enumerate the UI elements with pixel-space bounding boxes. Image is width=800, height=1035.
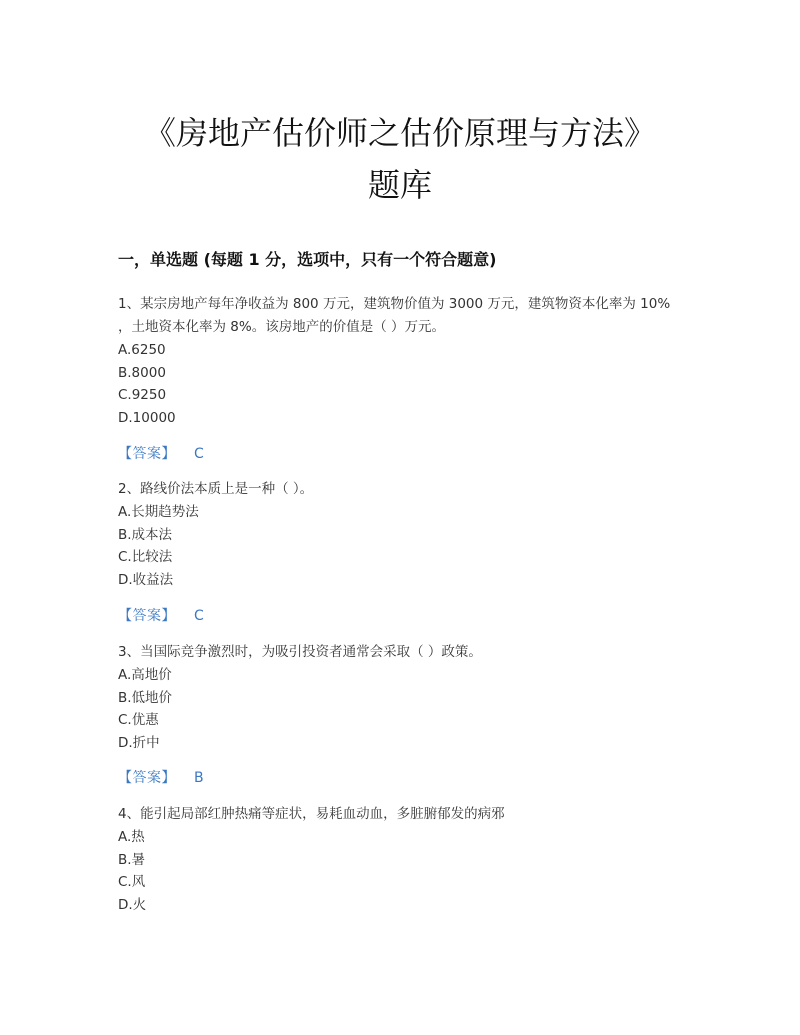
question-stem: 1、某宗房地产每年净收益为 800 万元，建筑物价值为 3000 万元，建筑物资本化率为 10% [118, 296, 671, 312]
answer-label: 【答案】 [118, 608, 176, 624]
option-b: B.成本法 [118, 526, 173, 543]
option-d: D.收益法 [118, 571, 174, 588]
question-3 [118, 641, 698, 754]
document-title-line2: 题库 [367, 166, 432, 204]
question-stem-continued: ，土地资本化率为 8%。该房地产的价值是（ ）万元。 [118, 319, 445, 335]
option-b: B.低地价 [118, 689, 173, 706]
answer-1 [118, 443, 204, 463]
option-b: B.8000 [118, 364, 166, 381]
question-1 [118, 293, 698, 429]
option-c: C.比较法 [118, 549, 173, 565]
option-d: D.火 [118, 896, 147, 913]
document-title-line1: 《房地产估价师之估价原理与方法》 [143, 114, 656, 152]
option-a: A.长期趋势法 [118, 504, 199, 520]
option-c: C.风 [118, 874, 146, 890]
question-stem: 3、当国际竞争激烈时，为吸引投资者通常会采取（ ）政策。 [118, 644, 482, 660]
answer-label: 【答案】 [118, 770, 176, 786]
question-2 [118, 478, 698, 591]
option-d: D.折中 [118, 734, 160, 751]
section-heading: 一，单选题 (每题 1 分，选项中，只有一个符合题意) [118, 250, 497, 269]
option-b: B.暑 [118, 851, 146, 868]
answer-value: B [194, 770, 204, 786]
answer-label: 【答案】 [118, 446, 176, 462]
option-a: A.热 [118, 829, 145, 845]
answer-3 [118, 767, 204, 787]
option-d: D.10000 [118, 409, 176, 426]
question-4 [118, 803, 698, 916]
option-c: C.9250 [118, 387, 167, 403]
answer-2 [118, 605, 204, 625]
answer-value: C [194, 608, 204, 624]
question-stem: 2、路线价法本质上是一种（ ）。 [118, 481, 314, 497]
option-a: A.6250 [118, 342, 166, 358]
answer-value: C [194, 446, 204, 462]
option-a: A.高地价 [118, 667, 172, 683]
option-c: C.优惠 [118, 712, 159, 728]
question-stem: 4、能引起局部红肿热痛等症状，易耗血动血，多脏腑郁发的病邪 [118, 806, 505, 822]
